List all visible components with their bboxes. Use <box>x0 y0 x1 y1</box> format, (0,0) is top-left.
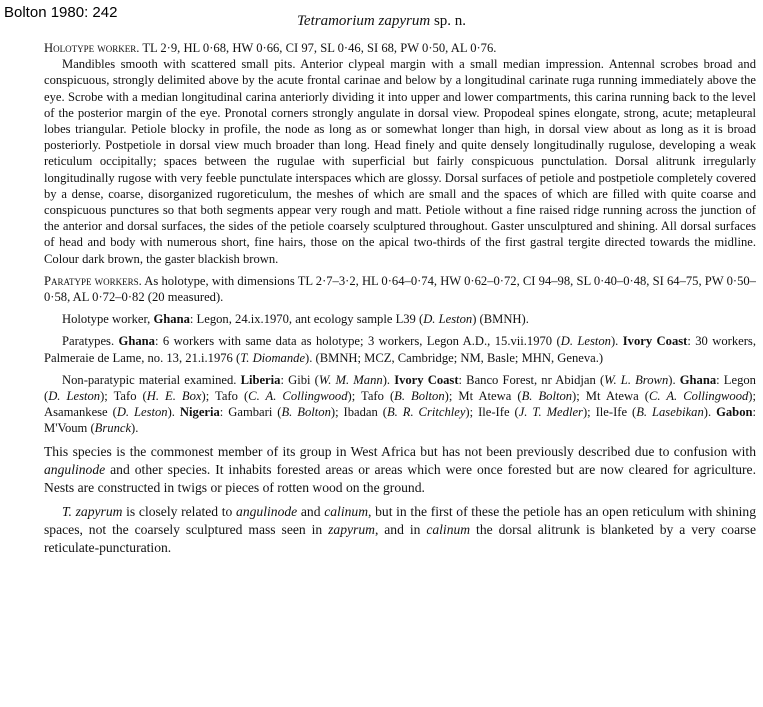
remarks-text: and <box>297 503 325 519</box>
nonparatypic-text: ); Mt Atewa ( <box>444 389 522 404</box>
remarks-text: This species is the commonest member of its group in West Africa but has not been previously described due to confusion with <box>44 443 756 459</box>
collector-name: B. Bolton <box>394 389 445 404</box>
species-reference: angulinode <box>44 461 106 477</box>
nonparatypic-text: ). <box>703 405 717 420</box>
collector-name: J. T. Medler <box>518 405 583 420</box>
paratype-workers-label: Paratype workers. <box>44 273 142 288</box>
remarks-paragraph-1 <box>44 443 756 497</box>
nonparatypic-text: ); Ibadan ( <box>330 405 387 420</box>
collector-name: D. Leston <box>560 334 611 349</box>
collector-name: D. Leston <box>423 312 473 327</box>
holotype-description: Mandibles smooth with scattered small pits. Anterior clypeal margin with a small median impression. Antennal scrobes broad and conspicuous, strongly delimited above by the acute frontal carinae and below by a longitudinal carinate ruga running immediately above the eye. Scrobe with a median longitudinal carina anteriorly dividing it into upper and lower compartments, this carina running back to the level of the posterior margin of the eye. Pronotal corners strongly angulate in dorsal view. Propodeal spines elongate, strong, acute; metapleural lobes triangular. Petiole blocky in profile, the node as long as or somewhat longer than high, in dorsal view about as long as it is broad posteriorly. Postpetiole in dorsal view much broader than long. Head finely and quite densely longitudinally rugulose, developing a weak reticulum occipitally; spaces between the rugulae with superficial but fairly conspicuous punctulation. Dorsal alitrunk irregularly longitudinally rugose with very feeble punctulate interspaces which are glossy. Dorsal surfaces of petiole and postpetiole completely covered by a dense, coarse, disorganized rugoreticulum, the meshes of which are small and the spaces of which are filled with quite coarse and conspicuous punctures so that both segments appear very rough and matt. Petiole without a fine raised ridge running across the junction of the anterior and dorsal surfaces, the sides of the petiole coarsely sculptured throughout. Gaster unsculptured and shining. All dorsal surfaces of head and body with numerous short, fine hairs, those on the apical two-thirds of the first gastral tergite directed towards the midline. Colour dark brown, the gaster blackish brown. <box>44 57 756 266</box>
paratypes-prefix: Paratypes. <box>62 334 115 349</box>
species-reference: T. zapyrum <box>62 503 123 519</box>
collector-name: C. A. Collingwood <box>648 389 749 404</box>
nonparatypic-text: ); Asamankese ( <box>44 389 756 420</box>
nonparatypic-text: ). <box>131 421 139 436</box>
paratypes-text: : 6 workers with same data as holotype; 3 workers, Legon A.D., 15.vii.1970 ( <box>154 334 561 349</box>
nonparatypic-text: : Gibi ( <box>280 372 319 387</box>
nonparatypic-text: ); Ile-Ife ( <box>465 405 519 420</box>
nonparatypic-text: ); Tafo ( <box>347 389 395 404</box>
remarks-text: , and in <box>374 521 427 537</box>
remarks-paragraph-2 <box>44 503 756 557</box>
species-name: Tetramorium zapyrum <box>296 13 431 29</box>
collector-name: W. M. Mann <box>318 372 383 387</box>
description-body <box>44 40 756 557</box>
species-reference: angulinode <box>236 503 298 519</box>
country-name: Gabon <box>716 405 753 420</box>
holotype-measurements: TL 2·9, HL 0·68, HW 0·66, CI 97, SL 0·46, SI 68, PW 0·50, AL 0·76. <box>142 41 497 55</box>
country-name: Ivory Coast <box>622 334 688 349</box>
collector-name: T. Diomande <box>240 350 306 365</box>
remarks-text: is closely related to <box>122 503 237 519</box>
remarks-text: the dorsal alitrunk is blanketed by a very coarse reticulate-puncturation. <box>44 521 756 555</box>
collector-name: B. Lasebikan <box>636 405 704 420</box>
nonparatypic-text: ); Mt Atewa ( <box>572 389 649 404</box>
collector-name: C. A. Collingwood <box>248 389 348 404</box>
nonparatypic-text: ); Tafo ( <box>201 389 249 404</box>
nonparatypic-text: Non-paratypic material examined. <box>62 372 241 387</box>
collector-name: Brunck <box>94 421 132 436</box>
nonparatypic-text: ); Tafo ( <box>100 389 147 404</box>
species-suffix: sp. n. <box>433 13 467 29</box>
country-name: Ghana <box>118 334 155 349</box>
paratypes-text: : 30 workers, Palmeraie de Lame, no. 13, 21.i.1976 ( <box>44 334 756 365</box>
species-reference: zapyrum <box>328 521 375 537</box>
collector-name: B. Bolton <box>521 389 573 404</box>
paratype-workers-paragraph <box>44 273 756 305</box>
holotype-paragraph <box>44 40 756 56</box>
nonparatypic-text: ). <box>668 372 680 387</box>
nonparatypic-text: : Legon ( <box>44 372 756 404</box>
country-name: Ghana <box>679 372 717 387</box>
collector-name: B. Bolton <box>281 405 331 420</box>
holotype-data-paragraph <box>44 311 756 327</box>
collector-name: W. L. Brown <box>604 372 669 387</box>
holotype-data-prefix: Holotype worker, <box>62 312 151 327</box>
holotype-label: Holotype worker. <box>44 41 140 55</box>
paratype-workers-text: As holotype, with dimensions TL 2·7–3·2, HL 0·64–0·74, HW 0·62–0·72, CI 94–98, SL 0·40–0·48, SI 64–75, PW 0·50–0·58, AL 0·72–0·82 (20 measured). <box>44 273 756 305</box>
remarks-text: , but in the first of these the petiole has an open reticulum with shining spaces, not the coarsely sculptured mass seen in <box>44 503 756 537</box>
nonparatypic-text: : Gambari ( <box>219 405 282 420</box>
remarks-text: and other species. It inhabits forested areas or areas which were once forested but are now cleared for agriculture. Nests are constructed in twigs or pieces of rotten wood on the ground. <box>44 461 756 495</box>
collector-name: H. E. Box <box>146 389 202 404</box>
country-name: Ivory Coast <box>394 372 459 387</box>
holotype-data-text: : Legon, 24.ix.1970, ant ecology sample L39 ( <box>189 312 424 327</box>
nonparatypic-text: : M'Voum ( <box>44 405 756 436</box>
nonparatypic-text: ); Ile-Ife ( <box>582 405 637 420</box>
species-reference: calinum <box>426 521 471 537</box>
paratypes-text: ). (BMNH; MCZ, Cambridge; NM, Basle; MHN, Geneva.) <box>305 350 604 365</box>
country-name: Nigeria <box>179 405 220 420</box>
country-name: Ghana <box>153 312 190 327</box>
nonparatypic-paragraph <box>44 372 756 437</box>
collector-name: D. Leston <box>116 405 168 420</box>
collector-name: B. R. Critchley <box>386 405 466 420</box>
paratypes-paragraph <box>44 333 756 365</box>
nonparatypic-text: : Banco Forest, nr Abidjan ( <box>458 372 605 387</box>
holotype-data-text: ) (BMNH). <box>472 312 529 327</box>
nonparatypic-text: ). <box>382 372 395 387</box>
country-name: Liberia <box>240 372 281 387</box>
citation-tag: Bolton 1980: 242 <box>4 4 118 21</box>
collector-name: D. Leston <box>48 389 101 404</box>
species-title <box>0 13 763 30</box>
paratypes-text: ). <box>610 334 623 349</box>
nonparatypic-text: ). <box>167 405 180 420</box>
species-reference: calinum <box>324 503 369 519</box>
